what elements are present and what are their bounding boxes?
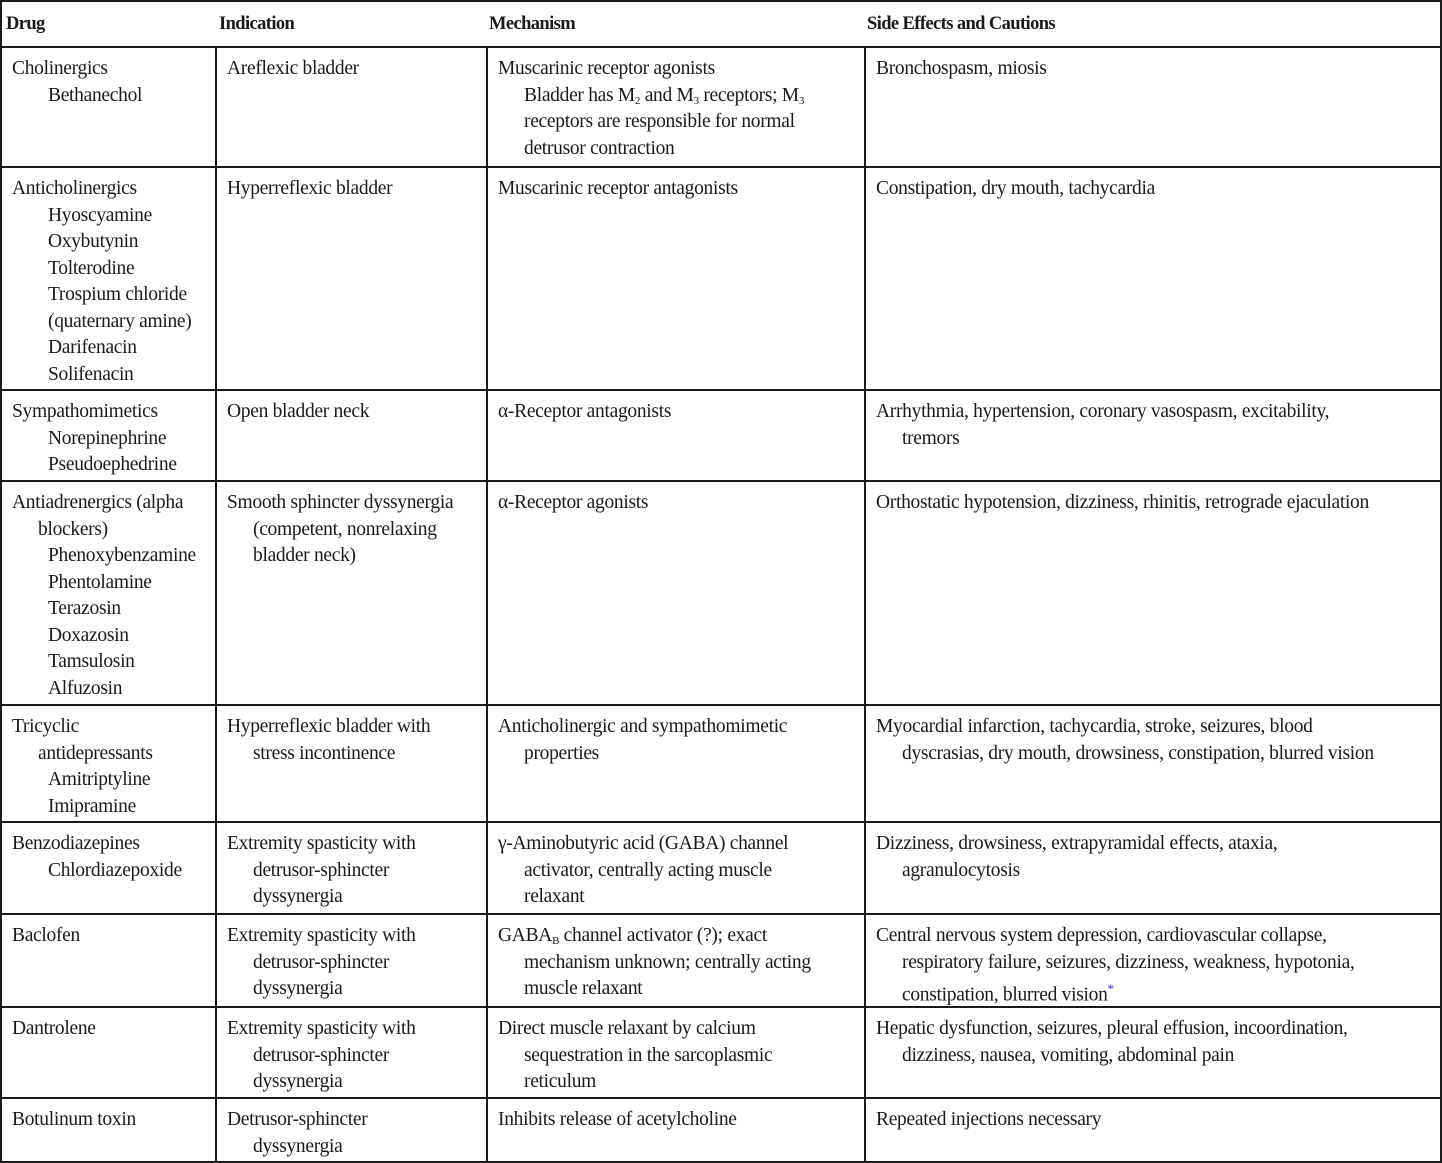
table-row [2, 391, 1440, 482]
drug-agent: (quaternary amine) [48, 310, 192, 332]
indication-text: detrusor-sphincter [253, 951, 390, 973]
drug-cell [2, 915, 215, 1006]
drug-class: Anticholinergics [12, 178, 137, 199]
side-effects-cell [864, 915, 1440, 1006]
mechanism-text: channel activator (?); exact [559, 925, 767, 946]
drug-class: Antiadrenergics (alpha [12, 492, 184, 513]
indication-text: bladder neck) [253, 545, 356, 566]
mechanism-cell [486, 823, 864, 913]
indication-text: Smooth sphincter dyssynergia [227, 492, 454, 513]
drug-agent: Solifenacin [48, 363, 134, 385]
indication-text: Detrusor-sphincter [227, 1109, 368, 1130]
drug-class: Botulinum toxin [12, 1109, 136, 1130]
mechanism-cell [486, 706, 864, 821]
drug-class: Baclofen [12, 925, 80, 946]
drug-agent: Trospium chloride [48, 284, 187, 305]
mechanism-text: properties [524, 742, 599, 764]
drug-class: antidepressants [38, 742, 153, 764]
mechanism-cell [486, 915, 864, 1006]
drug-agent: Norepinephrine [48, 427, 167, 449]
mechanism-cell [486, 168, 864, 389]
mechanism-cell [486, 48, 864, 166]
mechanism-note-text: Bladder has M [524, 84, 635, 106]
side-effects-text: Bronchospasm, miosis [876, 58, 1047, 79]
drug-agent: Bethanechol [48, 84, 143, 106]
side-effects-text: respiratory failure, seizures, dizziness, weakness, hypotonia, [902, 951, 1355, 973]
side-effects-text: Hepatic dysfunction, seizures, pleural effusion, incoordination, [876, 1018, 1348, 1039]
drug-agent: Pseudoephedrine [48, 454, 177, 475]
side-effects-text: Orthostatic hypotension, dizziness, rhinitis, retrograde ejaculation [876, 492, 1369, 513]
indication-cell [215, 48, 486, 166]
table-row [2, 823, 1440, 915]
mechanism-text: Anticholinergic and sympathomimetic [498, 716, 788, 737]
indication-text: dyssynergia [253, 886, 343, 907]
subscript: 3 [693, 94, 699, 107]
mechanism-note-text: and M [640, 84, 694, 106]
mechanism-text: α-Receptor antagonists [498, 401, 672, 422]
indication-text: stress incontinence [253, 742, 396, 764]
drug-cell [2, 1099, 215, 1161]
mechanism-text: reticulum [524, 1071, 597, 1092]
header-indication: Indication [219, 14, 295, 34]
indication-text: dyssynergia [253, 1135, 343, 1157]
drug-agent: Doxazosin [48, 624, 129, 646]
subscript: 2 [634, 94, 641, 107]
mechanism-text: relaxant [524, 886, 585, 907]
drug-cell [2, 48, 215, 166]
indication-text: Open bladder neck [227, 401, 370, 422]
drug-cell [2, 1008, 215, 1097]
indication-cell [215, 168, 486, 389]
drug-cell [2, 706, 215, 821]
indication-text: Extremity spasticity with [227, 925, 416, 946]
side-effects-text: Central nervous system depression, cardiovascular collapse, [876, 925, 1327, 946]
mechanism-cell [486, 391, 864, 480]
drug-cell [2, 391, 215, 480]
mechanism-cell [486, 482, 864, 704]
mechanism-text: Muscarinic receptor agonists [498, 58, 715, 79]
side-effects-cell [864, 1099, 1440, 1161]
side-effects-text: tremors [902, 427, 960, 449]
mechanism-note-text: receptors; M [698, 84, 799, 106]
drug-agent: Imipramine [48, 795, 136, 817]
side-effects-cell [864, 391, 1440, 480]
mechanism-text: mechanism unknown; centrally acting [524, 951, 811, 973]
header-drug: Drug [6, 14, 45, 34]
drug-agent: Phentolamine [48, 571, 152, 593]
mechanism-note [498, 83, 858, 110]
indication-text: Hyperreflexic bladder [227, 178, 393, 199]
side-effects-text [876, 976, 1434, 1009]
mechanism-text: activator, centrally acting muscle [524, 859, 772, 881]
drug-class: Benzodiazepines [12, 833, 140, 854]
table-row [2, 1099, 1440, 1161]
indication-text: Extremity spasticity with [227, 833, 416, 854]
side-effects-text: dizziness, nausea, vomiting, abdominal pain [902, 1044, 1235, 1066]
side-effects-text: dyscrasias, dry mouth, drowsiness, constipation, blurred vision [902, 742, 1374, 764]
drug-class: Dantrolene [12, 1018, 96, 1039]
drug-agent: Hyoscyamine [48, 204, 152, 226]
mechanism-text: Direct muscle relaxant by calcium [498, 1018, 756, 1039]
indication-cell [215, 1008, 486, 1097]
side-effects-cell [864, 823, 1440, 913]
indication-cell [215, 391, 486, 480]
drug-class: Sympathomimetics [12, 401, 158, 422]
side-effects-cell [864, 1008, 1440, 1097]
indication-cell [215, 915, 486, 1006]
footnote-marker[interactable]: * [1107, 981, 1114, 996]
table-row [2, 482, 1440, 706]
mechanism-text: sequestration in the sarcoplasmic [524, 1044, 773, 1066]
drug-agent: Oxybutynin [48, 231, 139, 252]
drug-cell [2, 482, 215, 704]
mechanism-text: muscle relaxant [524, 978, 643, 999]
drug-cell [2, 168, 215, 389]
table-row [2, 48, 1440, 168]
table-header [2, 2, 1440, 48]
side-effects-text: Constipation, dry mouth, tachycardia [876, 178, 1155, 199]
drug-class: Tricyclic [12, 716, 79, 737]
drug-agent: Tamsulosin [48, 651, 135, 672]
mechanism-text: GABA [498, 925, 553, 946]
side-effects-cell [864, 48, 1440, 166]
drug-class: Cholinergics [12, 58, 108, 79]
indication-text: Hyperreflexic bladder with [227, 716, 431, 737]
side-effects-cell [864, 168, 1440, 389]
drug-agent: Amitriptyline [48, 769, 151, 790]
drug-agent: Tolterodine [48, 257, 135, 279]
table-row [2, 1008, 1440, 1099]
mechanism-text: Inhibits release of acetylcholine [498, 1109, 737, 1130]
subscript: B [552, 935, 560, 947]
indication-text: detrusor-sphincter [253, 859, 390, 881]
drug-cell [2, 823, 215, 913]
drug-agent: Phenoxybenzamine [48, 545, 196, 566]
indication-text: Areflexic bladder [227, 58, 359, 79]
mechanism-text: α-Receptor agonists [498, 492, 649, 513]
mechanism-cell [486, 1099, 864, 1161]
drug-agent: Darifenacin [48, 337, 137, 358]
table-row [2, 915, 1440, 1008]
mechanism-cell [486, 1008, 864, 1097]
side-effects-text: Arrhythmia, hypertension, coronary vasospasm, excitability, [876, 401, 1330, 422]
subscript: 3 [798, 94, 805, 107]
side-effects-text: Dizziness, drowsiness, extrapyramidal effects, ataxia, [876, 833, 1278, 854]
header-side-effects: Side Effects and Cautions [867, 14, 1056, 34]
side-effects-text: agranulocytosis [902, 859, 1020, 881]
indication-cell [215, 482, 486, 704]
mechanism-note: receptors are responsible for normal [524, 111, 795, 132]
drug-agent: Chlordiazepoxide [48, 859, 182, 881]
drug-class: blockers) [38, 518, 108, 540]
mechanism-text: Muscarinic receptor antagonists [498, 178, 738, 199]
indication-cell [215, 823, 486, 913]
table-row [2, 168, 1440, 391]
indication-text: dyssynergia [253, 1071, 343, 1092]
header-mechanism: Mechanism [489, 14, 576, 34]
mechanism-note: detrusor contraction [524, 137, 675, 159]
indication-cell [215, 706, 486, 821]
side-effects-text: constipation, blurred vision [902, 984, 1108, 1006]
side-effects-text: Myocardial infarction, tachycardia, stroke, seizures, blood [876, 716, 1313, 737]
side-effects-cell [864, 482, 1440, 704]
indication-text: dyssynergia [253, 978, 343, 999]
mechanism-text: γ-Aminobutyric acid (GABA) channel [498, 833, 789, 854]
indication-text: detrusor-sphincter [253, 1044, 390, 1066]
side-effects-cell [864, 706, 1440, 821]
indication-cell [215, 1099, 486, 1161]
drug-agent: Terazosin [48, 598, 121, 619]
drug-agent: Alfuzosin [48, 677, 123, 699]
indication-text: Extremity spasticity with [227, 1018, 416, 1039]
mechanism-text [498, 923, 858, 950]
table-row [2, 706, 1440, 823]
indication-text: (competent, nonrelaxing [253, 518, 437, 540]
side-effects-text: Repeated injections necessary [876, 1109, 1102, 1130]
